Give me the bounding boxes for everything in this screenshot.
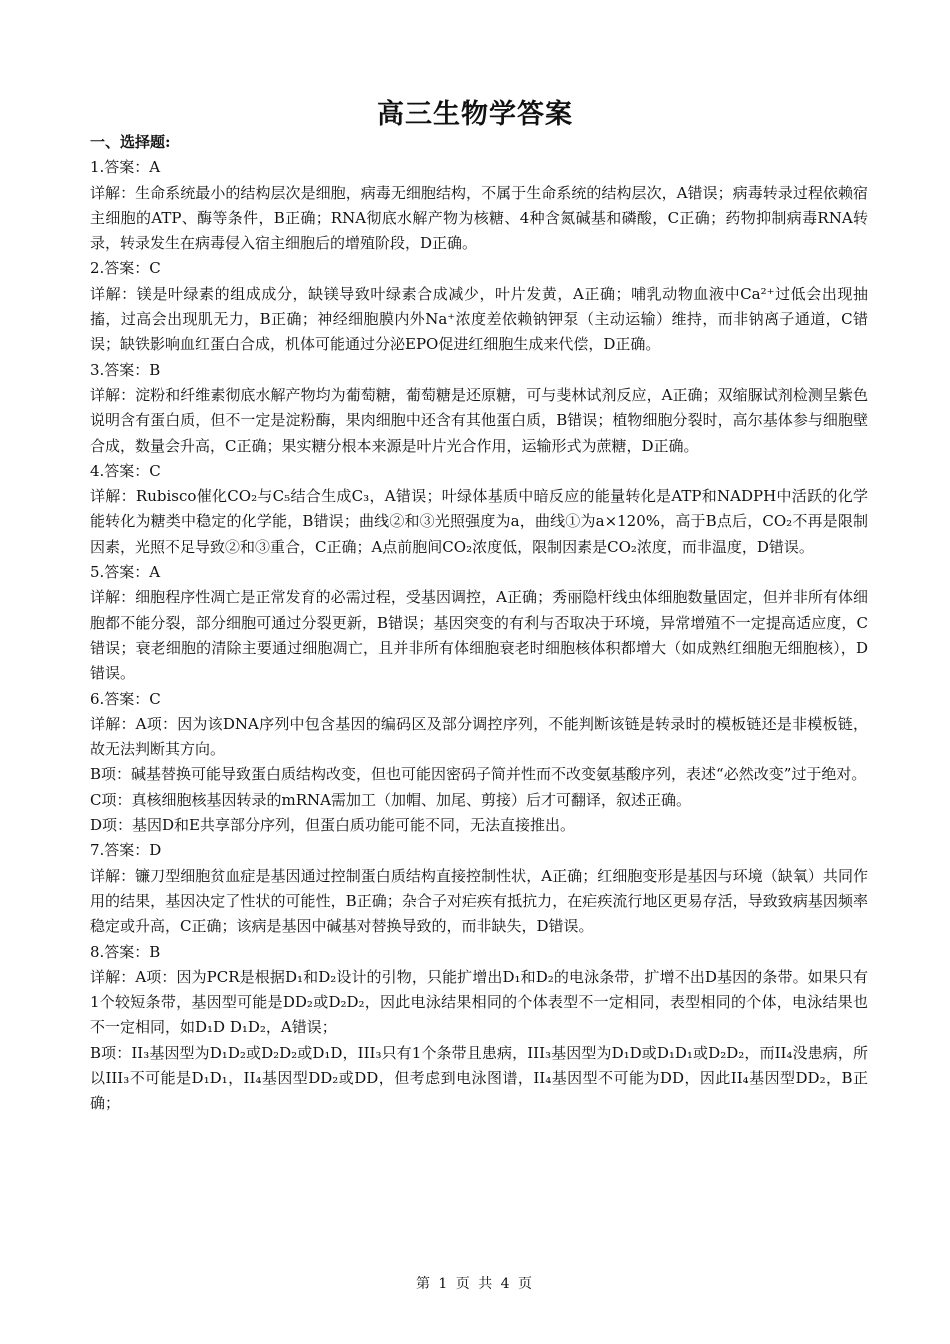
answer-line: 7.答案：D	[90, 841, 162, 860]
explanation-paragraph: 详解：生命系统最小的结构层次是细胞，病毒无细胞结构，不属于生命系统的结构层次，A错误；病毒转录过程依赖宿主细胞的ATP、酶等条件，B正确；RNA彻底水解产物为核糖、4种含氮碱基和磷酸，C正确；药物抑制病毒RNA转录，转录发生在病毒侵入宿主细胞后的增殖阶段，D正确。	[90, 183, 868, 253]
answer-line: 3.答案：B	[90, 360, 161, 379]
explanation-paragraph: 详解：淀粉和纤维素彻底水解产物均为葡萄糖，葡萄糖是还原糖，可与斐林试剂反应，A正确；双缩脲试剂检测呈紫色说明含有蛋白质，但不一定是淀粉酶，果肉细胞中还含有其他蛋白质，B错误；植物细胞分裂时，高尔基体参与细胞壁合成，数量会升高，C正确；果实糖分根本来源是叶片光合作用，运输形式为蔗糖，D正确。	[90, 385, 868, 455]
answer-line: 6.答案：C	[90, 689, 161, 708]
explanation-paragraph: 详解：镁是叶绿素的组成成分，缺镁导致叶绿素合成减少，叶片发黄，A正确；哺乳动物血液中Ca²⁺过低会出现抽搐，过高会出现肌无力，B正确；神经细胞膜内外Na⁺浓度差依赖钠钾泵（主动运输）维持，而非钠离子通道，C错误；缺铁影响血红蛋白合成，机体可能通过分泌EPO促进红细胞生成来代偿，D正确。	[90, 284, 868, 354]
explanation-paragraph: 详解：A项：因为该DNA序列中包含基因的编码区及部分调控序列，不能判断该链是转录时的模板链还是非模板链，故无法判断其方向。	[90, 714, 868, 759]
answer-content	[90, 130, 868, 1117]
explanation-paragraph: 详解：细胞程序性凋亡是正常发育的必需过程，受基因调控，A正确；秀丽隐杆线虫体细胞数量固定，但并非所有体细胞都不能分裂，部分细胞可通过分裂更新，B错误；基因突变的有利与否取决于环境，异常增殖不一定提高适应度，C错误；衰老细胞的清除主要通过细胞凋亡，且并非所有体细胞衰老时细胞核体积都增大（如成熟红细胞无细胞核），D错误。	[90, 588, 868, 683]
answer-line: 5.答案：A	[90, 563, 161, 582]
explanation-paragraph: 详解：Rubisco催化CO₂与C₅结合生成C₃，A错误；叶绿体基质中暗反应的能量转化是ATP和NADPH中活跃的化学能转化为糖类中稳定的化学能，B错误；曲线②和③光照强度为a，曲线①为a×120%，高于B点后，CO₂不再是限制因素，光照不足导致②和③重合，C正确；A点前胞间CO₂浓度低，限制因素是CO₂浓度，而非温度，D错误。	[90, 487, 868, 556]
explanation-paragraph: C项：真核细胞核基因转录的mRNA需加工（加帽、加尾、剪接）后才可翻译，叙述正确。	[90, 790, 691, 809]
explanation-paragraph: D项：基因D和E共享部分序列，但蛋白质功能可能不同，无法直接推出。	[90, 816, 576, 835]
explanation-paragraph: B项：II₃基因型为D₁D₂或D₂D₂或D₁D，III₃只有1个条带且患病，III₃基因型为D₁D或D₁D₁或D₂D₂，而II₄没患病，所以III₃不可能是D₁D₁，II₄基因型DD₂或DD，但考虑到电泳图谱，II₄基因型不可能为DD，因此II₄基因型DD₂，B正确；	[90, 1043, 868, 1113]
section-heading: 一、选择题:	[90, 133, 171, 151]
answer-line: 2.答案：C	[90, 259, 161, 278]
answer-line: 4.答案：C	[90, 461, 161, 480]
explanation-paragraph: 详解：A项：因为PCR是根据D₁和D₂设计的引物，只能扩增出D₁和D₂的电泳条带，扩增不出D基因的条带。如果只有1个较短条带，基因型可能是DD₂或D₂D₂，因此电泳结果相同的个体表型不一定相同，表型相同的个体，电泳结果也不一定相同，如D₁D D₁D₂，A错误；	[90, 967, 868, 1037]
page-title: 高三生物学答案	[377, 99, 573, 130]
answer-line: 1.答案：A	[90, 158, 161, 177]
answer-lines	[90, 155, 868, 1116]
answer-line: 8.答案：B	[90, 942, 161, 961]
page-footer: 第 1 页 共 4 页	[415, 1276, 535, 1292]
explanation-paragraph: 详解：镰刀型细胞贫血症是基因通过控制蛋白质结构直接控制性状，A正确；红细胞变形是基因与环境（缺氧）共同作用的结果，基因决定了性状的可能性，B正确；杂合子对疟疾有抵抗力，在疟疾流行地区更易存活，导致致病基因频率稳定或升高，C正确；该病是基因中碱基对替换导致的，而非缺失，D错误。	[90, 866, 868, 936]
explanation-paragraph: B项：碱基替换可能导致蛋白质结构改变，但也可能因密码子简并性而不改变氨基酸序列，表述“必然改变”过于绝对。	[90, 765, 867, 784]
